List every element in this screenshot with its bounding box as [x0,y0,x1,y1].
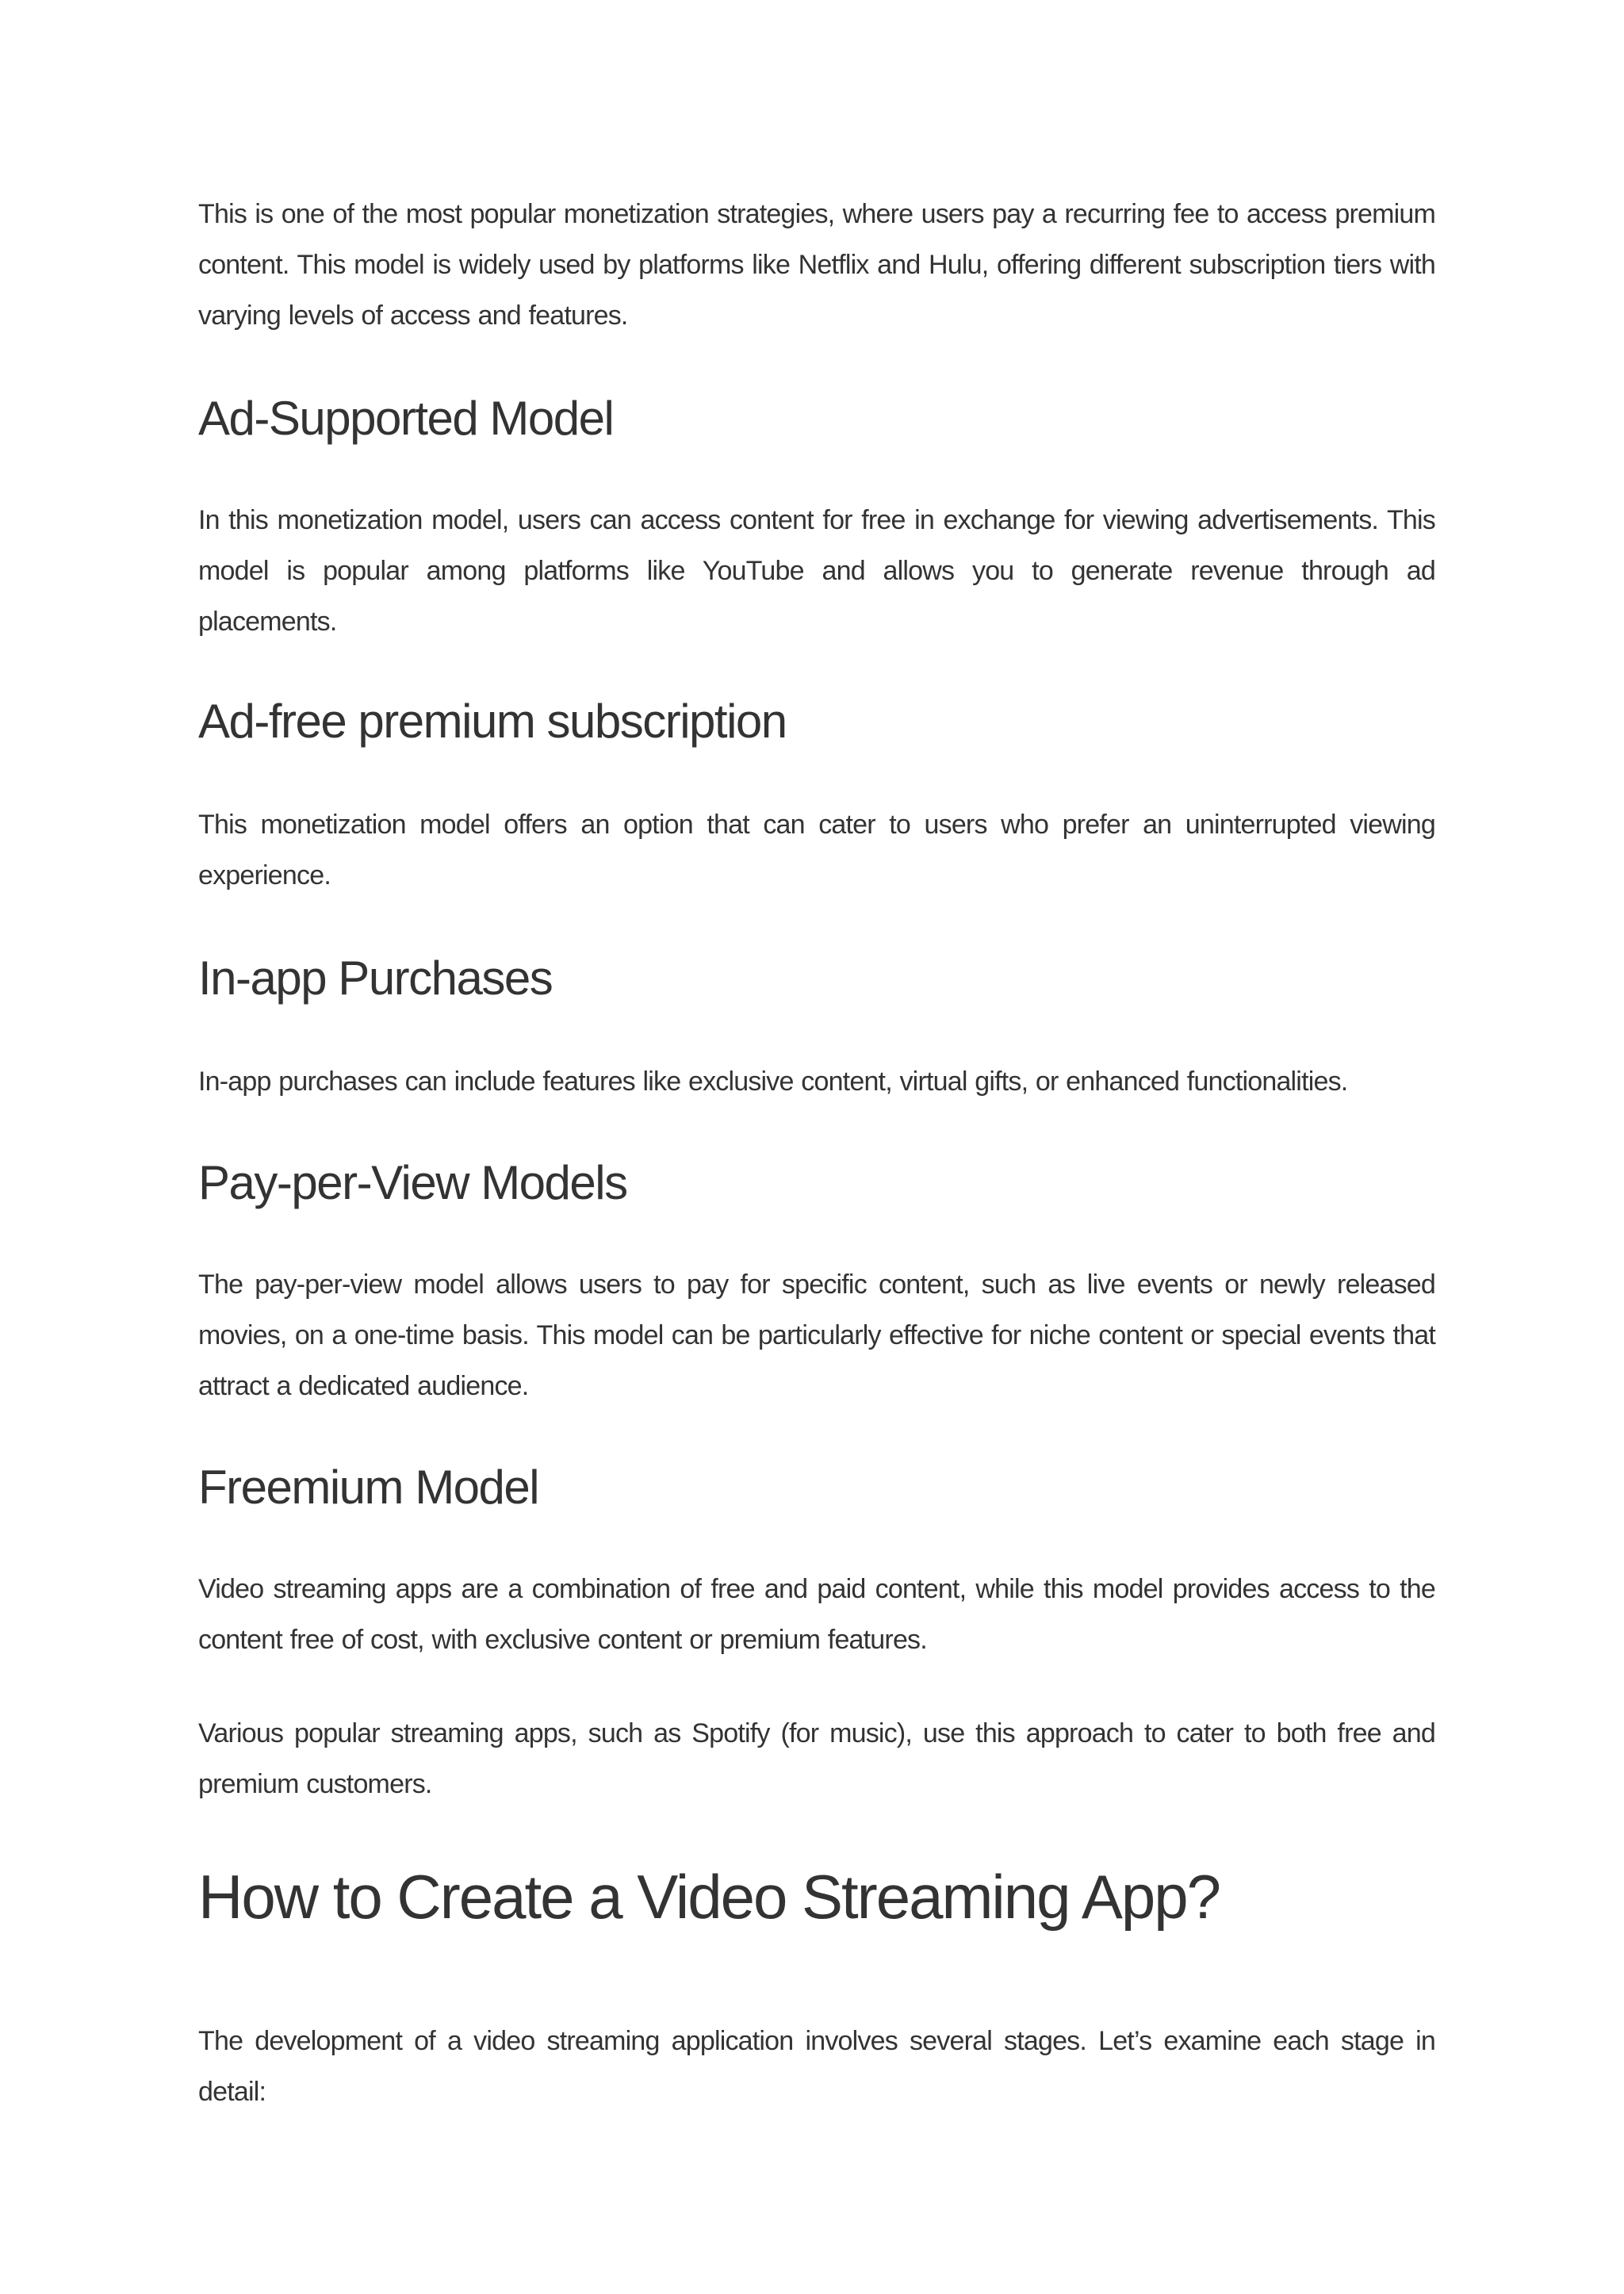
heading-freemium-model: Freemium Model [198,1461,539,1514]
heading-ad-supported-model: Ad-Supported Model [198,392,614,445]
main-heading-how-to-create: How to Create a Video Streaming App? [198,1862,1220,1932]
heading-pay-per-view-models: Pay-per-View Models [198,1156,627,1209]
intro-paragraph: This is one of the most popular monetization strategies, where users pay a recurring fee to access premium content. This model is widely used by platforms like Netflix and Hulu, offering different subscription tiers with varying levels of access and features. [198,199,1435,331]
heading-in-app-purchases: In-app Purchases [198,952,553,1005]
paragraph-freemium-model-1: Video streaming apps are a combination of free and paid content, while this model provides access to the content free of cost, with exclusive content or premium features. [198,1574,1435,1655]
document-page [198,189,1435,2117]
paragraph-in-app-purchases: In-app purchases can include features like exclusive content, virtual gifts, or enhanced functionalities. [198,1067,1348,1097]
paragraph-ad-free-premium-subscription: This monetization model offers an option that can cater to users who prefer an uninterrupted viewing experience. [198,810,1435,890]
paragraph-ad-supported-model: In this monetization model, users can access content for free in exchange for viewing advertisements. This model is popular among platforms like YouTube and allows you to generate revenue through ad placements. [198,505,1435,637]
closing-paragraph: The development of a video streaming application involves several stages. Let’s examine each stage in detail: [198,2026,1435,2107]
heading-ad-free-premium-subscription: Ad-free premium subscription [198,695,787,748]
paragraph-pay-per-view-models: The pay-per-view model allows users to pay for specific content, such as live events or newly released movies, on a one-time basis. This model can be particularly effective for niche content or special events that attract a dedicated audience. [198,1270,1435,1401]
paragraph-freemium-model-2: Various popular streaming apps, such as Spotify (for music), use this approach to cater to both free and premium customers. [198,1718,1435,1799]
